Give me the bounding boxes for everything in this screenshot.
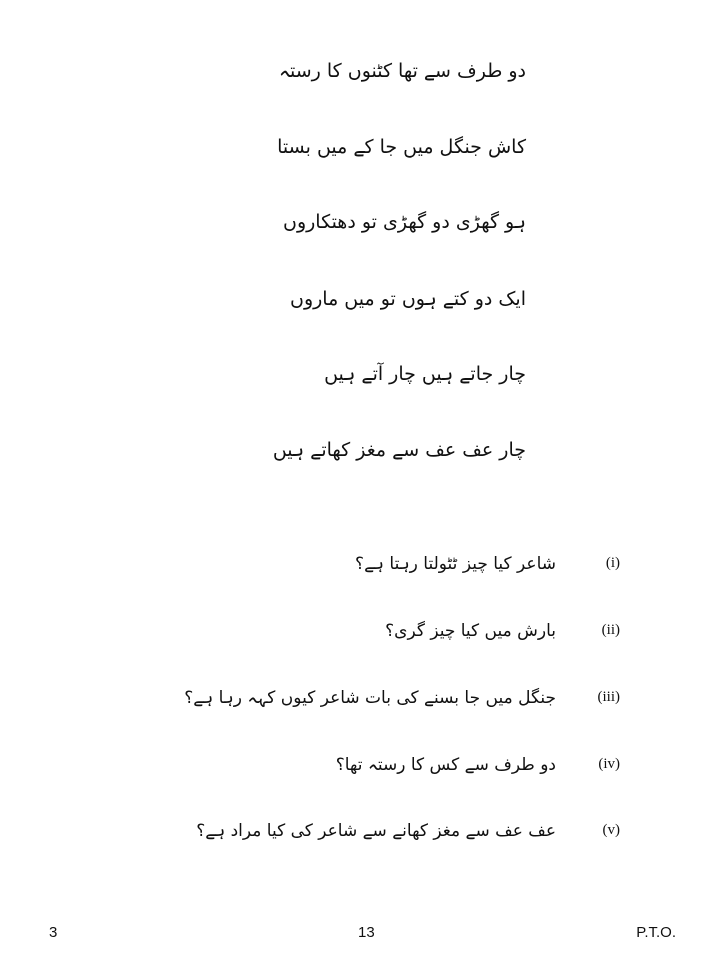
- question-text: عف عف سے مغز کھانے سے شاعر کی کیا مراد ہے؟: [196, 821, 556, 841]
- question-text: جنگل میں جا بسنے کی بات شاعر کیوں کہہ رہا ہے؟: [184, 688, 556, 708]
- question-4: [0, 752, 726, 782]
- question-number: (v): [602, 822, 620, 838]
- poem-line-5: چار جاتے ہیں چار آتے ہیں: [324, 363, 526, 385]
- question-5: [0, 818, 726, 848]
- page-number: 13: [358, 924, 375, 941]
- question-text: دو طرف سے کس کا رستہ تھا؟: [335, 755, 556, 775]
- question-number: (ii): [601, 622, 620, 638]
- question-1: [0, 551, 726, 581]
- poem-line-3: ہو گھڑی دو گھڑی تو دھتکاروں: [282, 211, 526, 233]
- question-number: (iv): [598, 756, 620, 772]
- poem-line-2: کاش جنگل میں جا کے میں بستا: [277, 136, 526, 158]
- poem-line-6: چار عف عف سے مغز کھاتے ہیں: [272, 439, 526, 461]
- question-2: [0, 618, 726, 648]
- pto-label: P.T.O.: [636, 924, 676, 941]
- question-text: بارش میں کیا چیز گری؟: [385, 621, 556, 641]
- poem-line-4: ایک دو کتے ہوں تو میں ماروں: [289, 288, 526, 310]
- question-number: (i): [605, 555, 620, 571]
- question-3: [0, 685, 726, 715]
- question-text: شاعر کیا چیز ٹٹولتا رہتا ہے؟: [355, 554, 556, 574]
- footer-code: 3: [49, 924, 58, 941]
- question-number: (iii): [597, 689, 620, 705]
- poem-line-1: دو طرف سے تھا کٹنوں کا رستہ: [278, 60, 526, 82]
